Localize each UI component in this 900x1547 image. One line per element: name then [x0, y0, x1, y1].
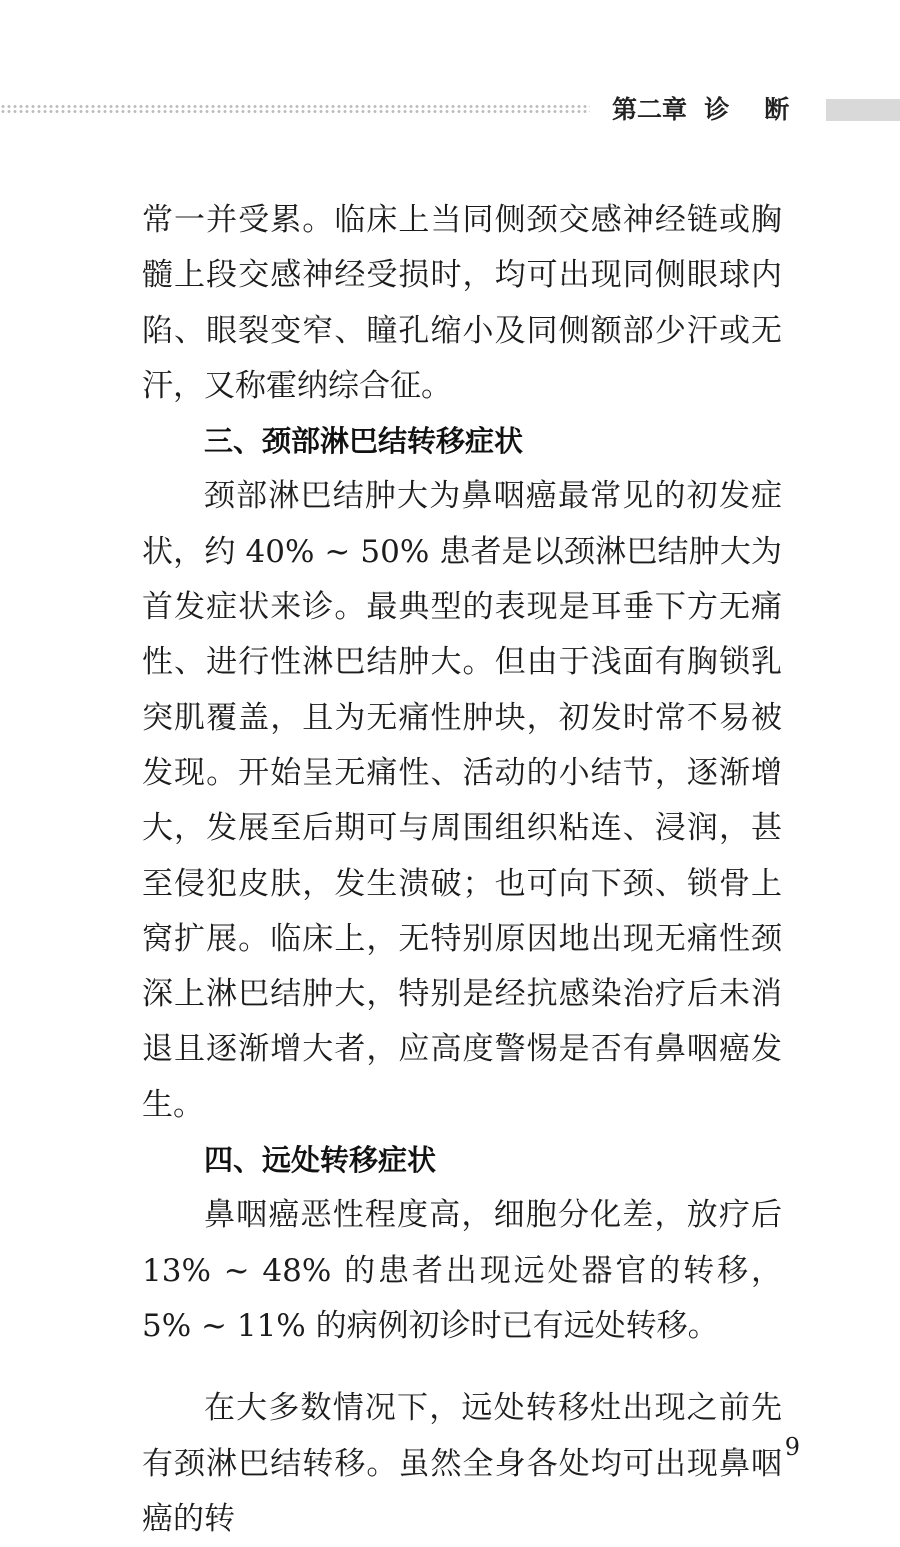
- page-number: 9: [784, 1433, 800, 1461]
- paragraph-distant-metastasis: 鼻咽癌恶性程度高，细胞分化差，放疗后 13% ~ 48% 的患者出现远处器官的转移，5% ~ 11% 的病例初诊时已有远处转移。: [142, 1197, 782, 1344]
- paragraph-metastasis-order: 在大多数情况下，远处转移灶出现之前先有颈淋巴结转移。虽然全身各处均可出现鼻咽癌的转: [142, 1390, 782, 1537]
- section-heading-cervical-lymph-node: 三、颈部淋巴结转移症状: [204, 424, 524, 459]
- paragraph-horner-syndrome: 常一并受累。临床上当同侧颈交感神经链或胸髓上段交感神经受损时，均可出现同侧眼球内陷、眼裂变窄、瞳孔缩小及同侧额部少汗或无汗，又称霍纳综合征。: [142, 202, 782, 404]
- page-body: [142, 193, 782, 1547]
- header-dotted-rule: [0, 104, 590, 114]
- paragraph-cervical-lymph-node: 颈部淋巴结肿大为鼻咽癌最常见的初发症状，约 40% ~ 50% 患者是以颈淋巴结肿大为首发症状来诊。最典型的表现是耳垂下方无痛性、进行性淋巴结肿大。但由于浅面有胸锁乳突肌覆盖，且为无痛性肿块，初发时常不易被发现。开始呈无痛性、活动的小结节，逐渐增大，发展至后期可与周围组织粘连、浸润，甚至侵犯皮肤，发生溃破；也可向下颈、锁骨上窝扩展。临床上，无特别原因地出现无痛性颈深上淋巴结肿大，特别是经抗感染治疗后未消退且逐渐增大者，应高度警惕是否有鼻咽癌发生。: [142, 478, 782, 1123]
- chapter-title: 第二章 诊 断: [612, 95, 790, 124]
- paragraph-gap: [142, 1354, 782, 1381]
- section-heading-distant-metastasis: 四、远处转移症状: [204, 1143, 437, 1178]
- header-gray-bar: [826, 99, 900, 121]
